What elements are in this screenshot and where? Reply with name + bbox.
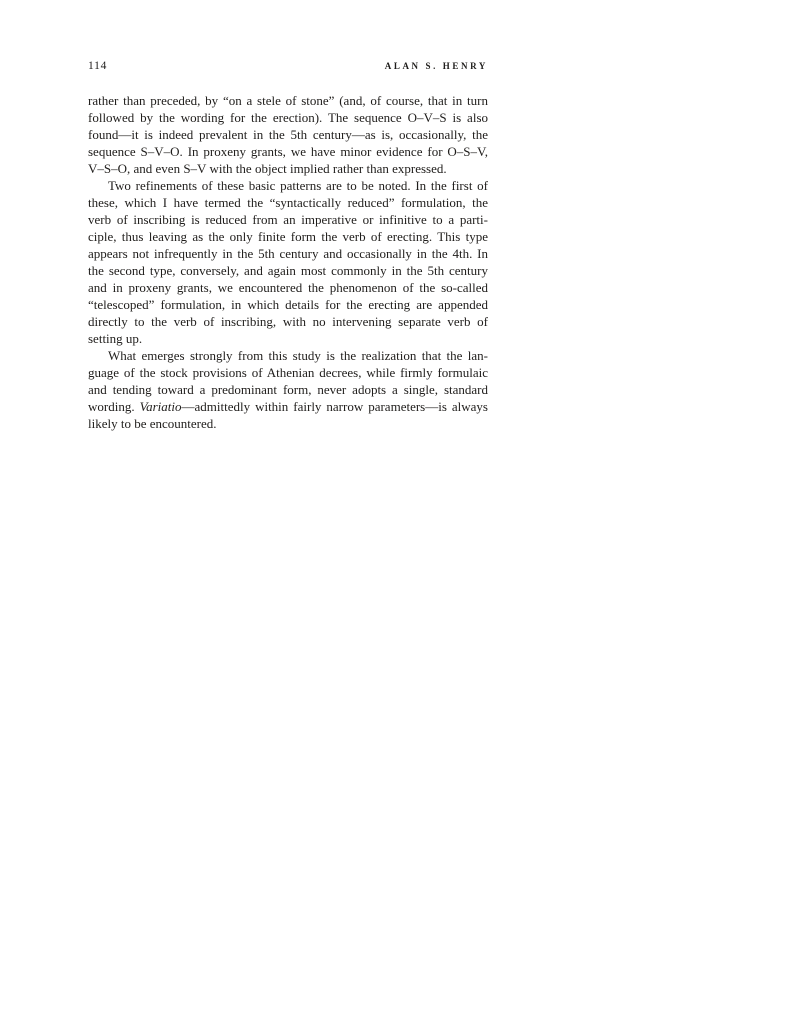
text-line [88, 245, 488, 262]
text-line [88, 364, 488, 381]
text-segment: V–S–O, and even S–V with the object implied rather than expressed. [88, 161, 447, 176]
text-segment: and tending toward a predominant form, never adopts a single, standard [88, 382, 488, 397]
text-line [88, 279, 488, 296]
text-line [88, 398, 488, 415]
italic-term: Variatio [139, 399, 182, 414]
text-block [88, 92, 488, 432]
text-segment: verb of inscribing is reduced from an imperative or infinitive to a parti- [88, 212, 488, 227]
text-line [88, 160, 488, 177]
text-segment: sequence S–V–O. In proxeny grants, we have minor evidence for O–S–V, [88, 144, 488, 159]
text-line [88, 177, 488, 194]
text-segment: wording. [88, 399, 140, 414]
text-line [88, 126, 488, 143]
text-segment: the second type, conversely, and again most commonly in the 5th century [88, 263, 488, 278]
text-segment: ciple, thus leaving as the only finite form the verb of erecting. This type [88, 229, 488, 244]
text-line [88, 415, 488, 432]
text-segment: guage of the stock provisions of Athenian decrees, while firmly formulaic [88, 365, 488, 380]
text-segment: found—it is indeed prevalent in the 5th century—as is, occasionally, the [88, 127, 488, 142]
text-line [88, 211, 488, 228]
text-segment: and in proxeny grants, we encountered the phenomenon of the so-called [88, 280, 488, 295]
text-line [88, 296, 488, 313]
text-line [88, 143, 488, 160]
text-segment: directly to the verb of inscribing, with no intervening separate verb of [88, 314, 488, 329]
paragraph [88, 92, 488, 177]
text-line [88, 92, 488, 109]
text-segment: “telescoped” formulation, in which details for the erecting are appended [88, 297, 488, 312]
text-line [88, 347, 488, 364]
text-segment: setting up. [88, 331, 143, 346]
text-line [88, 330, 488, 347]
text-segment: these, which I have termed the “syntactically reduced” formulation, the [88, 195, 488, 210]
text-line [88, 262, 488, 279]
text-segment: followed by the wording for the erection). The sequence O–V–S is also [88, 110, 488, 125]
text-segment: appears not infrequently in the 5th century and occasionally in the 4th. In [88, 246, 488, 261]
text-segment: What emerges strongly from this study is the realization that the lan- [108, 348, 488, 363]
page-number: 114 [88, 60, 108, 72]
text-line [88, 194, 488, 211]
running-head: ALAN S. HENRY [384, 61, 488, 71]
paragraph [88, 347, 488, 432]
text-segment: rather than preceded, by “on a stele of stone” (and, of course, that in turn [88, 93, 488, 108]
text-segment: likely to be encountered. [88, 416, 217, 431]
paragraph [88, 177, 488, 347]
text-line [88, 228, 488, 245]
text-line [88, 313, 488, 330]
text-segment: Two refinements of these basic patterns are to be noted. In the first of [108, 178, 488, 193]
text-line [88, 381, 488, 398]
text-line [88, 109, 488, 126]
page-header [88, 60, 488, 74]
text-segment: —admittedly within fairly narrow parameters—is always [181, 399, 488, 414]
